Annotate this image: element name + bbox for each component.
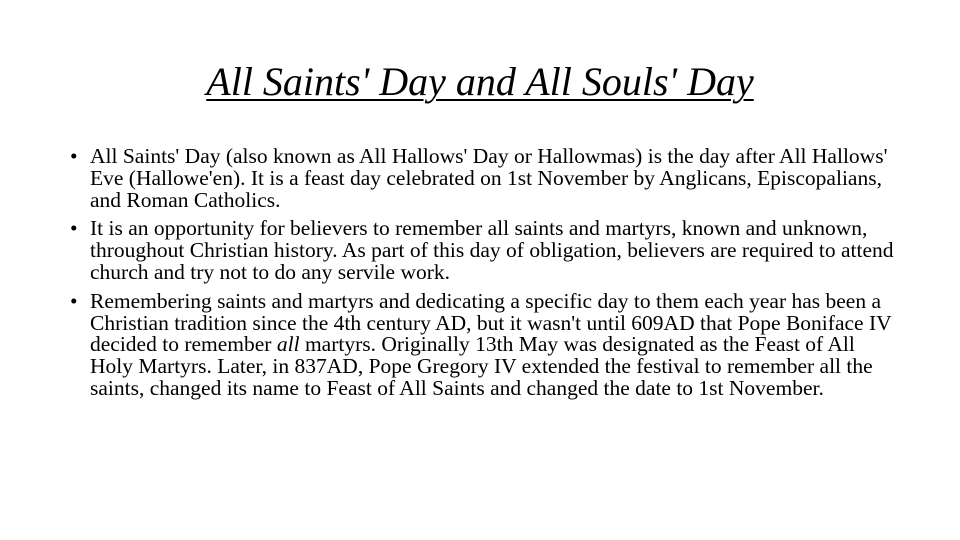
- bullet-item-3: [70, 288, 900, 400]
- bullet-text: All Saints' Day (also known as All Hallows' Day or Hallowmas) is the day after All Hallows' Eve (Hallowe'en). It is a feast day celebrated on 1st November by Anglicans, Episcopalians, and Roman Catholics.: [90, 144, 888, 212]
- bullet-text: It is an opportunity for believers to remember all saints and martyrs, known and unknown, throughout Christian history. As part of this day of obligation, believers are required to attend church and try not to do any servile work.: [90, 216, 894, 284]
- bullet-text-after: martyrs. Originally 13th May was designated as the Feast of All Holy Martyrs. Later, in 837AD, Pope Gregory IV extended the festival to remember all the saints, changed its name to Feast of All Saints and changed the date to 1st November.: [90, 332, 873, 400]
- bullet-marker: •: [70, 216, 78, 241]
- bullet-item-1: [70, 146, 900, 211]
- bullet-marker: •: [70, 288, 78, 313]
- bullet-list: [70, 146, 900, 407]
- slide-title: All Saints' Day and All Souls' Day: [206, 59, 754, 104]
- bullet-text-emphasis: all: [276, 332, 300, 357]
- bullet-item-2: [70, 218, 900, 283]
- bullet-marker: •: [70, 144, 78, 168]
- bullet-text-before: Remembering saints and martyrs and dedicating a specific day to them each year has been a Christian tradition since the 4th century AD, but it wasn't until 609AD that Pope Boniface IV decided to remember: [90, 288, 892, 357]
